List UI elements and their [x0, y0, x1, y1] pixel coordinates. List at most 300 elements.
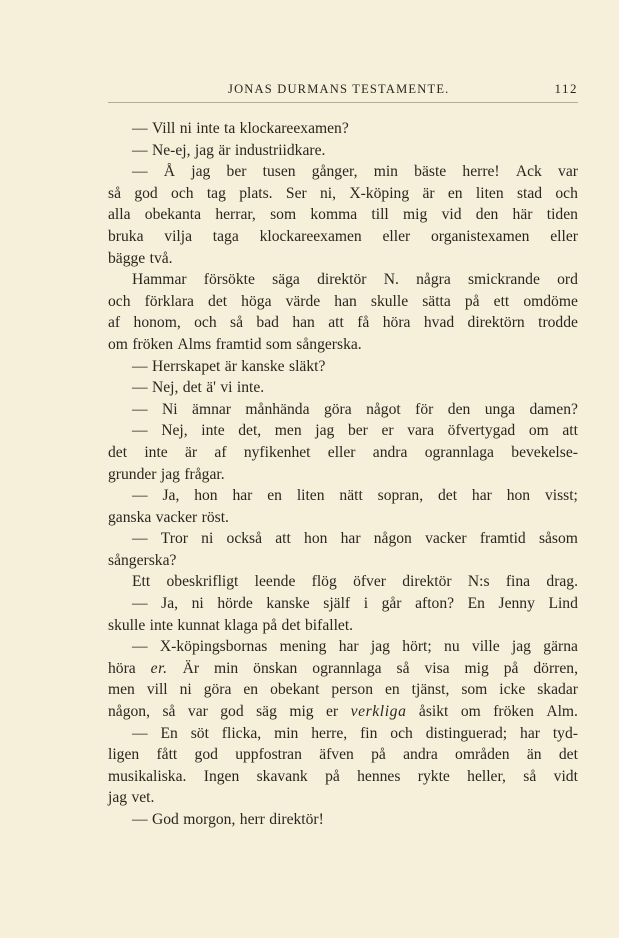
text-line [108, 226, 578, 248]
word: öfver [353, 573, 386, 591]
word: klockareexamen? [239, 120, 349, 137]
word: på [464, 292, 480, 310]
word: men [108, 681, 135, 699]
word: ett [493, 292, 510, 310]
word: jag [194, 141, 214, 159]
word: Tror [160, 530, 188, 548]
word: min [373, 163, 398, 181]
word: herrar, [215, 206, 256, 224]
text-line [108, 485, 578, 507]
word: och [108, 292, 131, 310]
word: han [334, 292, 357, 310]
word: skadar [537, 681, 578, 699]
word: mig [464, 659, 489, 677]
word: sopran, [377, 487, 424, 505]
word: kanske [266, 595, 310, 613]
word: göra [203, 681, 232, 699]
word: nu [444, 638, 460, 656]
word: har [520, 724, 540, 742]
word: alla [108, 206, 131, 224]
word: jag [108, 789, 128, 807]
word: så [396, 659, 410, 677]
emphasized-word: verkliga [350, 703, 407, 721]
word: damen? [529, 400, 578, 418]
word: mig [289, 703, 314, 721]
word: är [422, 184, 435, 202]
word: i [363, 595, 369, 613]
word: honom, [133, 314, 181, 332]
word: Herrskapet [151, 357, 221, 375]
word: Ne-ej, [151, 141, 191, 159]
word: som [461, 681, 488, 699]
word [351, 701, 407, 723]
word: obekant [270, 681, 320, 699]
word: — [132, 163, 148, 181]
word: leende [254, 573, 296, 591]
word: och [171, 184, 194, 202]
text-line [108, 442, 578, 464]
word: eller [327, 443, 356, 461]
word: skulle [108, 616, 146, 634]
word: Alm. [546, 703, 578, 721]
word: ni [201, 530, 214, 548]
word: eller [550, 227, 578, 245]
word: direktörn [467, 314, 525, 332]
word: säg [256, 703, 277, 721]
word: fröken [132, 335, 174, 353]
word: är [224, 357, 237, 375]
word: vet. [131, 789, 155, 807]
word: på [262, 616, 278, 634]
word: också [226, 530, 263, 548]
page-number: 112 [554, 81, 578, 96]
word: månhända [245, 400, 310, 418]
word: så [523, 767, 537, 785]
word: musikaliska. [108, 767, 187, 785]
word: mening [279, 638, 327, 656]
word: god [194, 746, 218, 764]
text-line [108, 658, 578, 680]
word: industriidkare. [234, 141, 326, 159]
word: skulle [370, 292, 409, 310]
word: ni, [320, 184, 337, 202]
text-line [108, 723, 578, 745]
word: någon, [108, 703, 151, 721]
word: om [528, 422, 549, 440]
word: X-köping [349, 184, 410, 202]
word: vilja [164, 227, 193, 245]
word: sångerska. [296, 335, 362, 353]
text-line [108, 356, 578, 378]
word: att [328, 314, 344, 332]
word: taga [212, 227, 239, 245]
text-line [108, 377, 578, 399]
word: det [182, 379, 202, 397]
word: vidt [553, 767, 578, 785]
word: inte. [236, 379, 265, 397]
word: en [447, 184, 463, 202]
word: eller [382, 227, 411, 245]
word: organistexamen [431, 227, 530, 245]
word: direktör [317, 271, 367, 289]
text-line [108, 161, 578, 183]
word: om [108, 335, 128, 353]
word: trodde [538, 314, 578, 332]
text-line [108, 636, 578, 658]
word: tyd- [552, 724, 578, 742]
text-line [108, 183, 578, 205]
word: säga [272, 271, 300, 289]
word: framtid [479, 530, 526, 548]
word: herre, [311, 724, 348, 742]
word: har [232, 487, 253, 505]
word: Lind [548, 595, 578, 613]
text-line [108, 766, 578, 788]
word: än [526, 746, 542, 764]
word: hörde [217, 595, 253, 613]
word: tjänst, [411, 681, 450, 699]
word: god [220, 703, 244, 721]
word: sätta [422, 292, 451, 310]
text-line [108, 571, 578, 593]
word: Vill [151, 120, 176, 137]
word: några [416, 271, 451, 289]
word: gånger, [311, 163, 358, 181]
word: — [132, 120, 148, 137]
word: Jenny [498, 595, 535, 613]
running-title: JONAS DURMANS TESTAMENTE. [228, 82, 450, 96]
word: Är [182, 659, 200, 677]
word: det [281, 616, 301, 634]
word: Ni [162, 400, 178, 418]
word: går [381, 595, 402, 613]
word: — [132, 530, 148, 548]
word: så [162, 703, 176, 721]
word: flög [311, 573, 337, 591]
word: ogrannlaga [424, 443, 494, 461]
text-line [108, 140, 578, 162]
word: smickrande [467, 271, 540, 289]
word: något [366, 400, 401, 418]
word: att [562, 422, 578, 440]
word: här [512, 206, 533, 224]
word: bad [256, 314, 279, 332]
word: ogrannlaga [312, 659, 382, 677]
word: var [558, 163, 578, 181]
text-line [108, 593, 578, 615]
word: Alms [177, 335, 212, 353]
word: Ja, [162, 487, 180, 505]
word: komma [310, 206, 358, 224]
text-line [108, 312, 578, 334]
word: vill [146, 681, 168, 699]
word: öfvertygad [447, 422, 516, 440]
word: Nej, [151, 379, 179, 397]
word: — [132, 357, 148, 375]
word: och [390, 724, 413, 742]
text-line [108, 399, 578, 421]
word: på [503, 659, 519, 677]
word: ämnar [192, 400, 231, 418]
word: som [265, 335, 292, 353]
word: ni [179, 120, 192, 137]
word: värde [285, 292, 321, 310]
word: — [132, 487, 148, 505]
word: — [132, 595, 148, 613]
word: åsikt [418, 703, 449, 721]
word: — [132, 379, 148, 397]
word: ganska [108, 508, 152, 526]
word: — [132, 400, 148, 418]
word: röst. [201, 508, 229, 526]
word: kanske [241, 357, 285, 375]
word: inte [201, 422, 225, 440]
word: ligen [108, 746, 140, 764]
word: vacker [425, 530, 467, 548]
word: det [437, 487, 458, 505]
word: Hammar [132, 271, 187, 289]
word: är [185, 443, 198, 461]
word: god [134, 184, 158, 202]
word: person [331, 681, 373, 699]
word: ni [179, 681, 192, 699]
word: vacker [155, 508, 198, 526]
word: områden [455, 746, 510, 764]
word: bruka [108, 227, 144, 245]
word: obeskrifligt [166, 573, 239, 591]
text-line [108, 507, 578, 529]
word: är [218, 141, 231, 159]
word: kunnat [177, 616, 220, 634]
word: N:s [467, 573, 490, 591]
emphasized-word: er. [150, 659, 168, 677]
word: ni [191, 595, 204, 613]
word: af [214, 443, 227, 461]
word: få [357, 314, 370, 332]
text-line [108, 334, 578, 356]
word: har [340, 530, 361, 548]
word: inte [149, 616, 174, 634]
word: inte [144, 443, 168, 461]
word: på [371, 746, 386, 764]
word: vara [407, 422, 435, 440]
word: — [132, 638, 148, 656]
word: er [326, 703, 339, 721]
word: fröken [493, 703, 534, 721]
text-line [108, 787, 578, 809]
word: mig [403, 206, 428, 224]
word: ord [557, 271, 578, 289]
word: Å [163, 163, 176, 181]
text-line [108, 420, 578, 442]
word: den [475, 206, 499, 224]
word: sångerska? [108, 551, 177, 569]
word: det, [238, 422, 262, 440]
word: fått [156, 746, 178, 764]
word: hört; [402, 638, 432, 656]
word: hon [304, 530, 328, 548]
word: höga [241, 292, 272, 310]
word: heller, [467, 767, 506, 785]
word: men [274, 422, 302, 440]
word: fin [360, 724, 378, 742]
word: Nej, [161, 422, 188, 440]
word: fina [505, 573, 531, 591]
word: till [371, 206, 389, 224]
word: bifallet. [305, 616, 354, 634]
word: drag. [546, 573, 578, 591]
word: det [108, 443, 128, 461]
word: tiden [546, 206, 578, 224]
word: direktör [402, 573, 452, 591]
word: framtid [215, 335, 262, 353]
word: jag [160, 465, 180, 483]
word [151, 658, 168, 680]
word: frågar. [184, 465, 225, 483]
word: Ack [515, 163, 542, 181]
word: omdöme [523, 292, 578, 310]
text-line [108, 615, 578, 637]
word: jag [191, 163, 211, 181]
word: en [243, 681, 259, 699]
word: En [467, 595, 485, 613]
word: liten [475, 184, 504, 202]
word: önskan [253, 659, 298, 677]
word: herr [239, 811, 265, 828]
word: förklara [144, 292, 194, 310]
word: om [460, 703, 481, 721]
word: söt [190, 724, 209, 742]
word: tusen [262, 163, 296, 181]
word: andra [403, 746, 438, 764]
text-line [108, 809, 578, 831]
word: och [555, 184, 578, 202]
word: göra [323, 400, 352, 418]
word: plats. [239, 184, 273, 202]
body-text [108, 118, 578, 831]
word: af [108, 314, 121, 332]
word: liten [296, 487, 325, 505]
word: — [132, 724, 148, 742]
text-line [108, 528, 578, 550]
word: jag [315, 422, 335, 440]
word: det [558, 746, 578, 764]
word: God [151, 811, 179, 828]
text-line [108, 701, 578, 723]
text-line [108, 204, 578, 226]
text-line [108, 269, 578, 291]
word: andra [372, 443, 408, 461]
word: skavank [256, 767, 308, 785]
word: hon [194, 487, 218, 505]
word: Ingen [203, 767, 240, 785]
word: bäste [414, 163, 447, 181]
word: — [132, 811, 148, 828]
word: klaga [224, 616, 259, 634]
word: dörren, [533, 659, 578, 677]
text-line [108, 291, 578, 313]
word: N. [383, 271, 399, 289]
word: det [208, 292, 228, 310]
running-header [108, 80, 578, 103]
word: den [447, 400, 471, 418]
word: att [275, 530, 291, 548]
word: hon [506, 487, 531, 505]
word: två. [149, 249, 173, 267]
word: morgon, [183, 811, 236, 828]
word: ä' [206, 379, 216, 397]
word: såsom [538, 530, 578, 548]
word: Ett [132, 573, 151, 591]
word: direktör! [269, 811, 324, 828]
word: vi [220, 379, 233, 397]
word: stad [516, 184, 543, 202]
word: hennes [357, 767, 401, 785]
word: obekanta [144, 206, 202, 224]
word: ta [224, 120, 236, 137]
word: äfven [319, 746, 354, 764]
text-line [108, 464, 578, 486]
text-line [108, 744, 578, 766]
word: klockareexamen [259, 227, 362, 245]
word: han [292, 314, 315, 332]
word: er [381, 422, 394, 440]
word: jag [511, 638, 531, 656]
word: uppfostran [235, 746, 302, 764]
text-line [108, 550, 578, 572]
word: var [187, 703, 208, 721]
word: Ser [285, 184, 307, 202]
word: på [325, 767, 340, 785]
word: nätt [339, 487, 363, 505]
word: unga [484, 400, 516, 418]
text-line [108, 679, 578, 701]
word: rykte [417, 767, 450, 785]
word: har [471, 487, 492, 505]
word: som [270, 206, 297, 224]
word: har [338, 638, 359, 656]
word: min [213, 659, 239, 677]
word: En [160, 724, 178, 742]
text-line [108, 248, 578, 270]
word: X-köpingsbornas [159, 638, 268, 656]
word: distinguerad; [425, 724, 508, 742]
word: höra [382, 314, 411, 332]
word: visst; [544, 487, 578, 505]
word: icke [499, 681, 526, 699]
word: afton? [415, 595, 455, 613]
word: ber [226, 163, 247, 181]
word: inte [196, 120, 220, 137]
word: någon [373, 530, 412, 548]
word: gärna [543, 638, 578, 656]
word: bägge [108, 249, 146, 267]
word: — [132, 141, 148, 159]
word: grunder [108, 465, 157, 483]
word: visa [424, 659, 450, 677]
word: ber [347, 422, 368, 440]
word: ville [471, 638, 500, 656]
word: en [384, 681, 400, 699]
word: tag [206, 184, 226, 202]
word: släkt? [289, 357, 326, 375]
word: nyfikenhet [243, 443, 311, 461]
word: Ja, [161, 595, 179, 613]
word: min [274, 724, 299, 742]
word: hvad [423, 314, 455, 332]
word: herre! [462, 163, 500, 181]
word: och [194, 314, 217, 332]
